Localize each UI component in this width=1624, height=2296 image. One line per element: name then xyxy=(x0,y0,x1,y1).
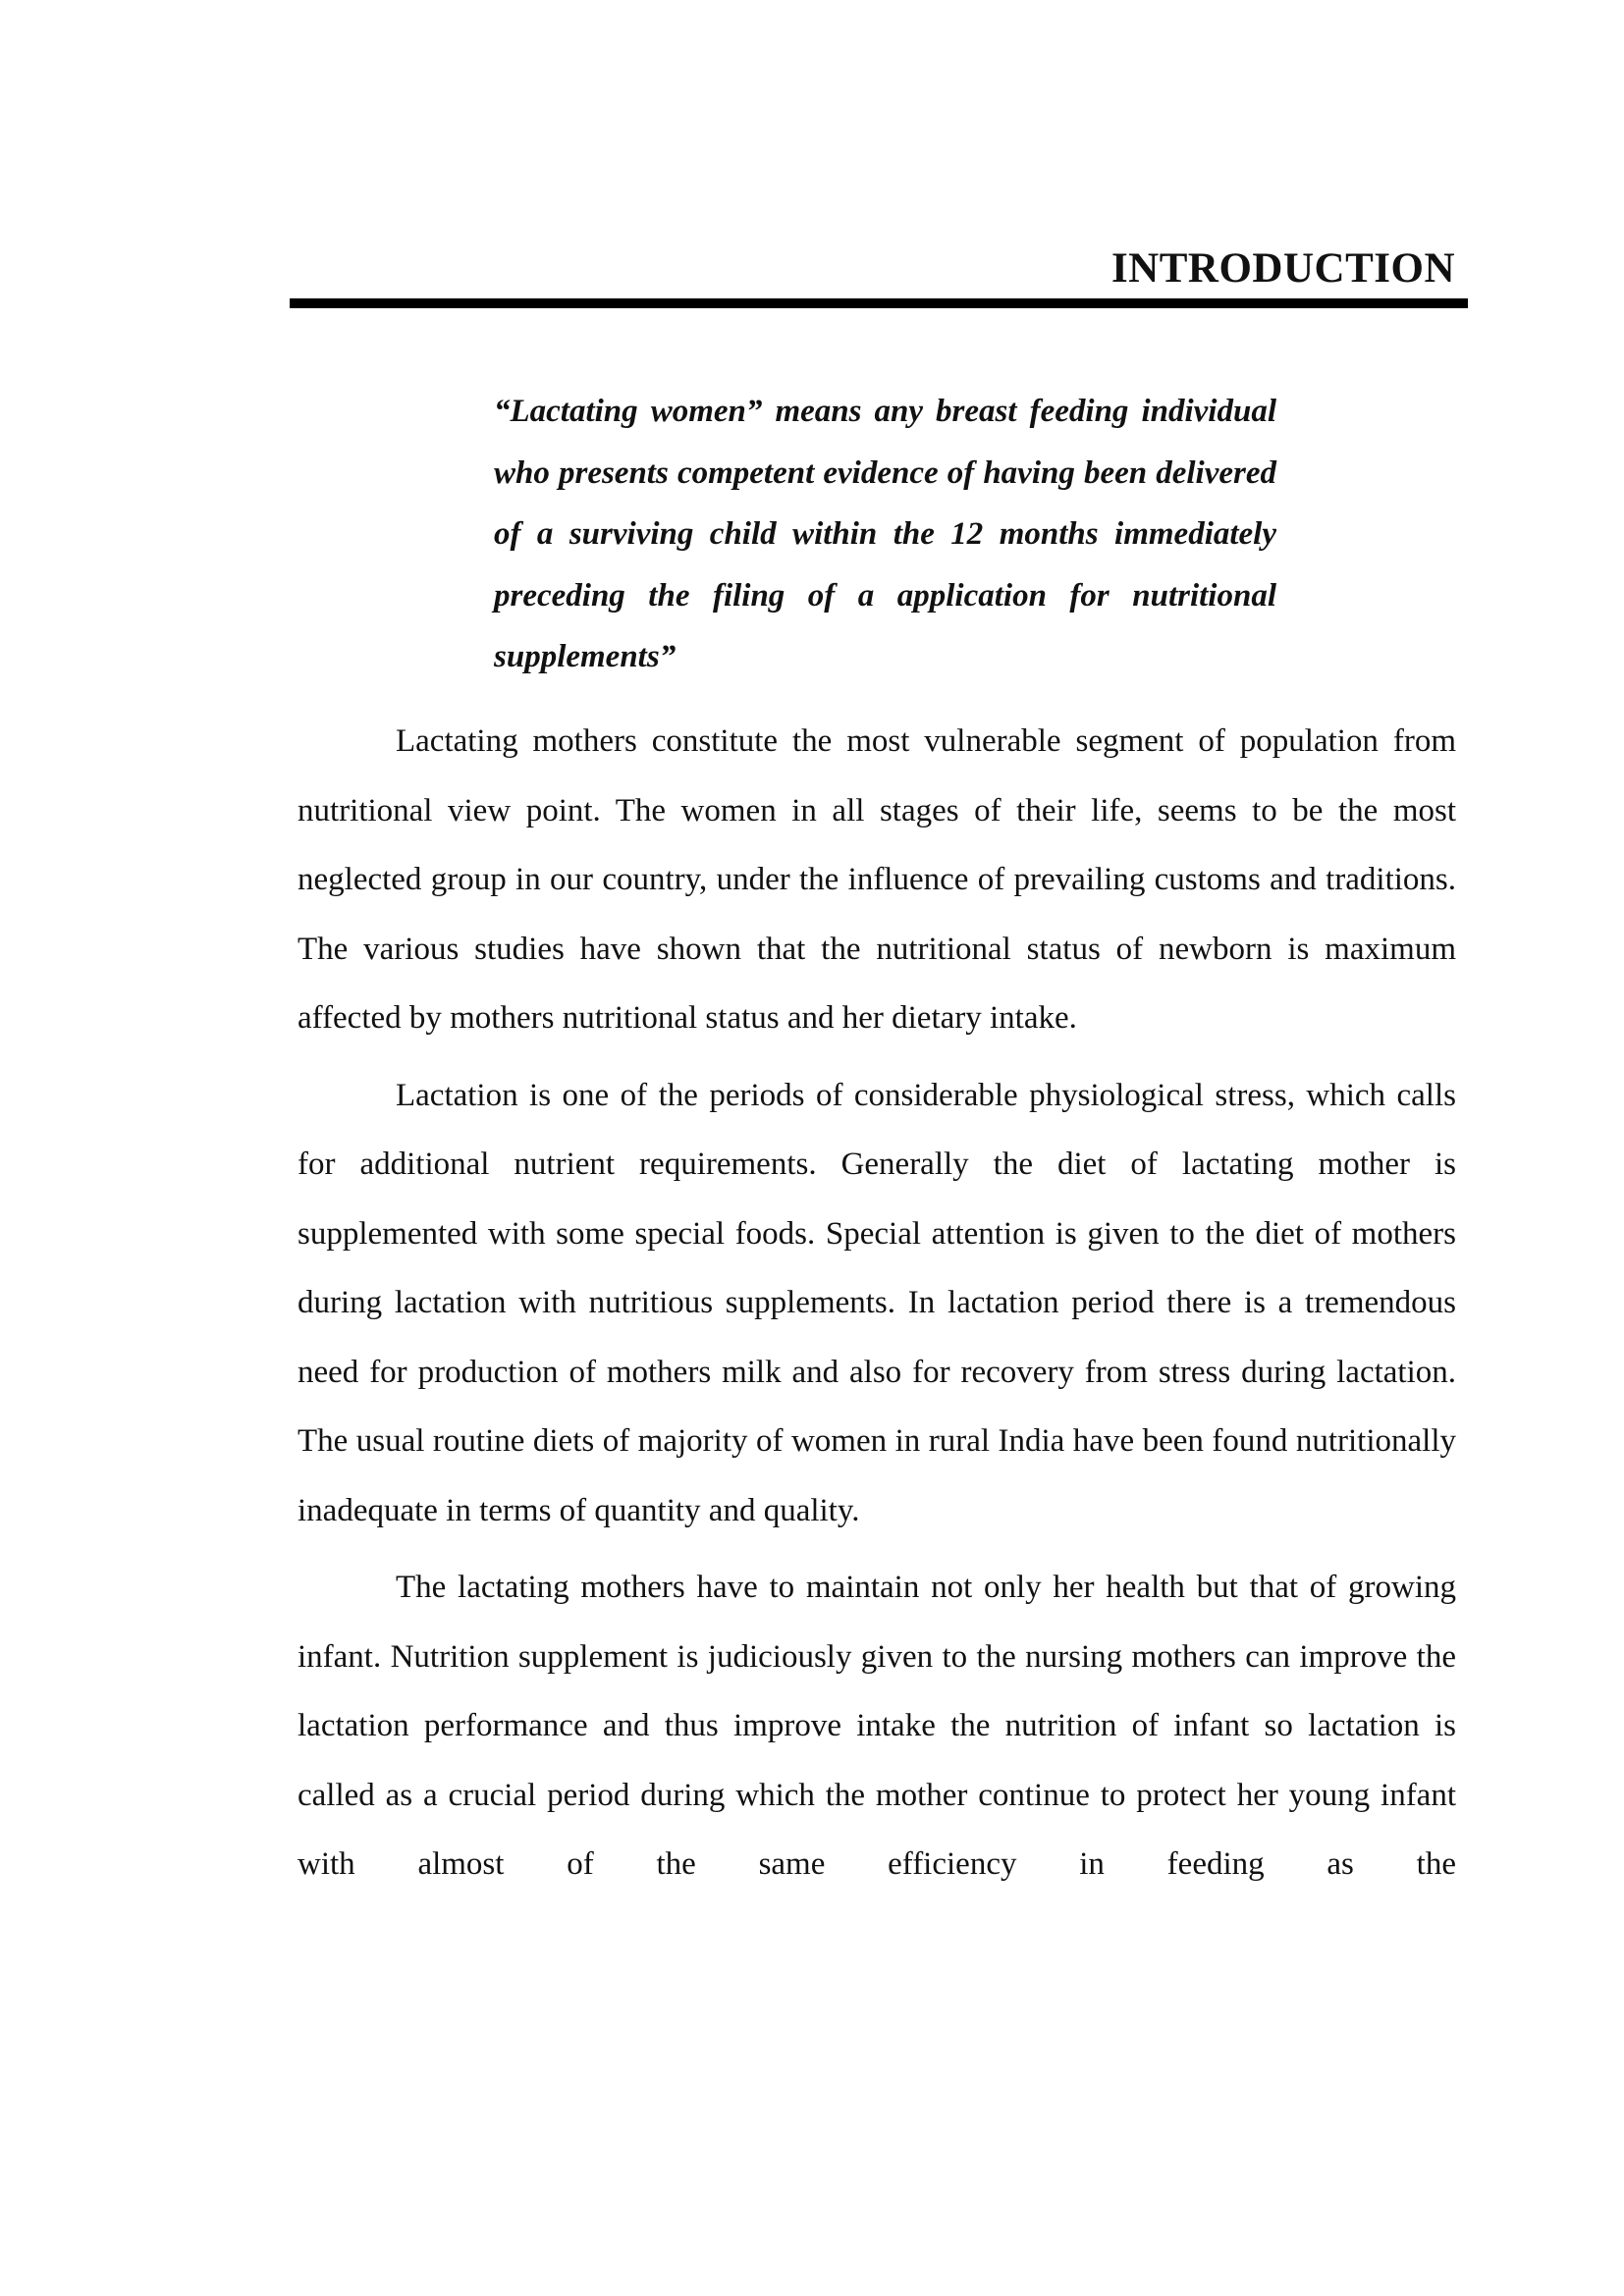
paragraph-1: Lactating mothers constitute the most vulnerable segment of population from nutritional view point. The women in all stages of their life, seems to be the most neglected group in our country, under the influence of prevailing customs and traditions. The various studies have shown that the nutritional status of newborn is maximum affected by mothers nutritional status and her dietary intake. xyxy=(298,723,1456,1036)
body-text xyxy=(298,707,1456,1907)
paragraph-2: Lactation is one of the periods of considerable physiological stress, which calls for additional nutrient requirements. Generally the diet of lactating mother is supplemented with some special foods. Special attention is given to the diet of mothers during lactation with nutritious supplements. In lactation period there is a tremendous need for production of mothers milk and also for recovery from stress during lactation. The usual routine diets of majority of women in rural India have been found nutritionally inadequate in terms of quantity and quality. xyxy=(298,1077,1456,1528)
chapter-heading: INTRODUCTION xyxy=(1110,245,1455,292)
heading-underline-rule xyxy=(290,298,1468,308)
paragraph-3: The lactating mothers have to maintain not only her health but that of growing infant. Nutrition supplement is judiciously given to the nursing mothers can improve the lactation performance and thus improve intake the nutrition of infant so lactation is called as a crucial period during which the mother continue to protect her young infant with almost of the same efficiency in feeding as the xyxy=(298,1570,1456,1882)
epigraph-quote: “Lactating women” means any breast feeding individual who presents competent evidence of having been delivered of a surviving child within the 12 months immediately preceding the filing of a application for nutritional supplements” xyxy=(494,394,1276,674)
